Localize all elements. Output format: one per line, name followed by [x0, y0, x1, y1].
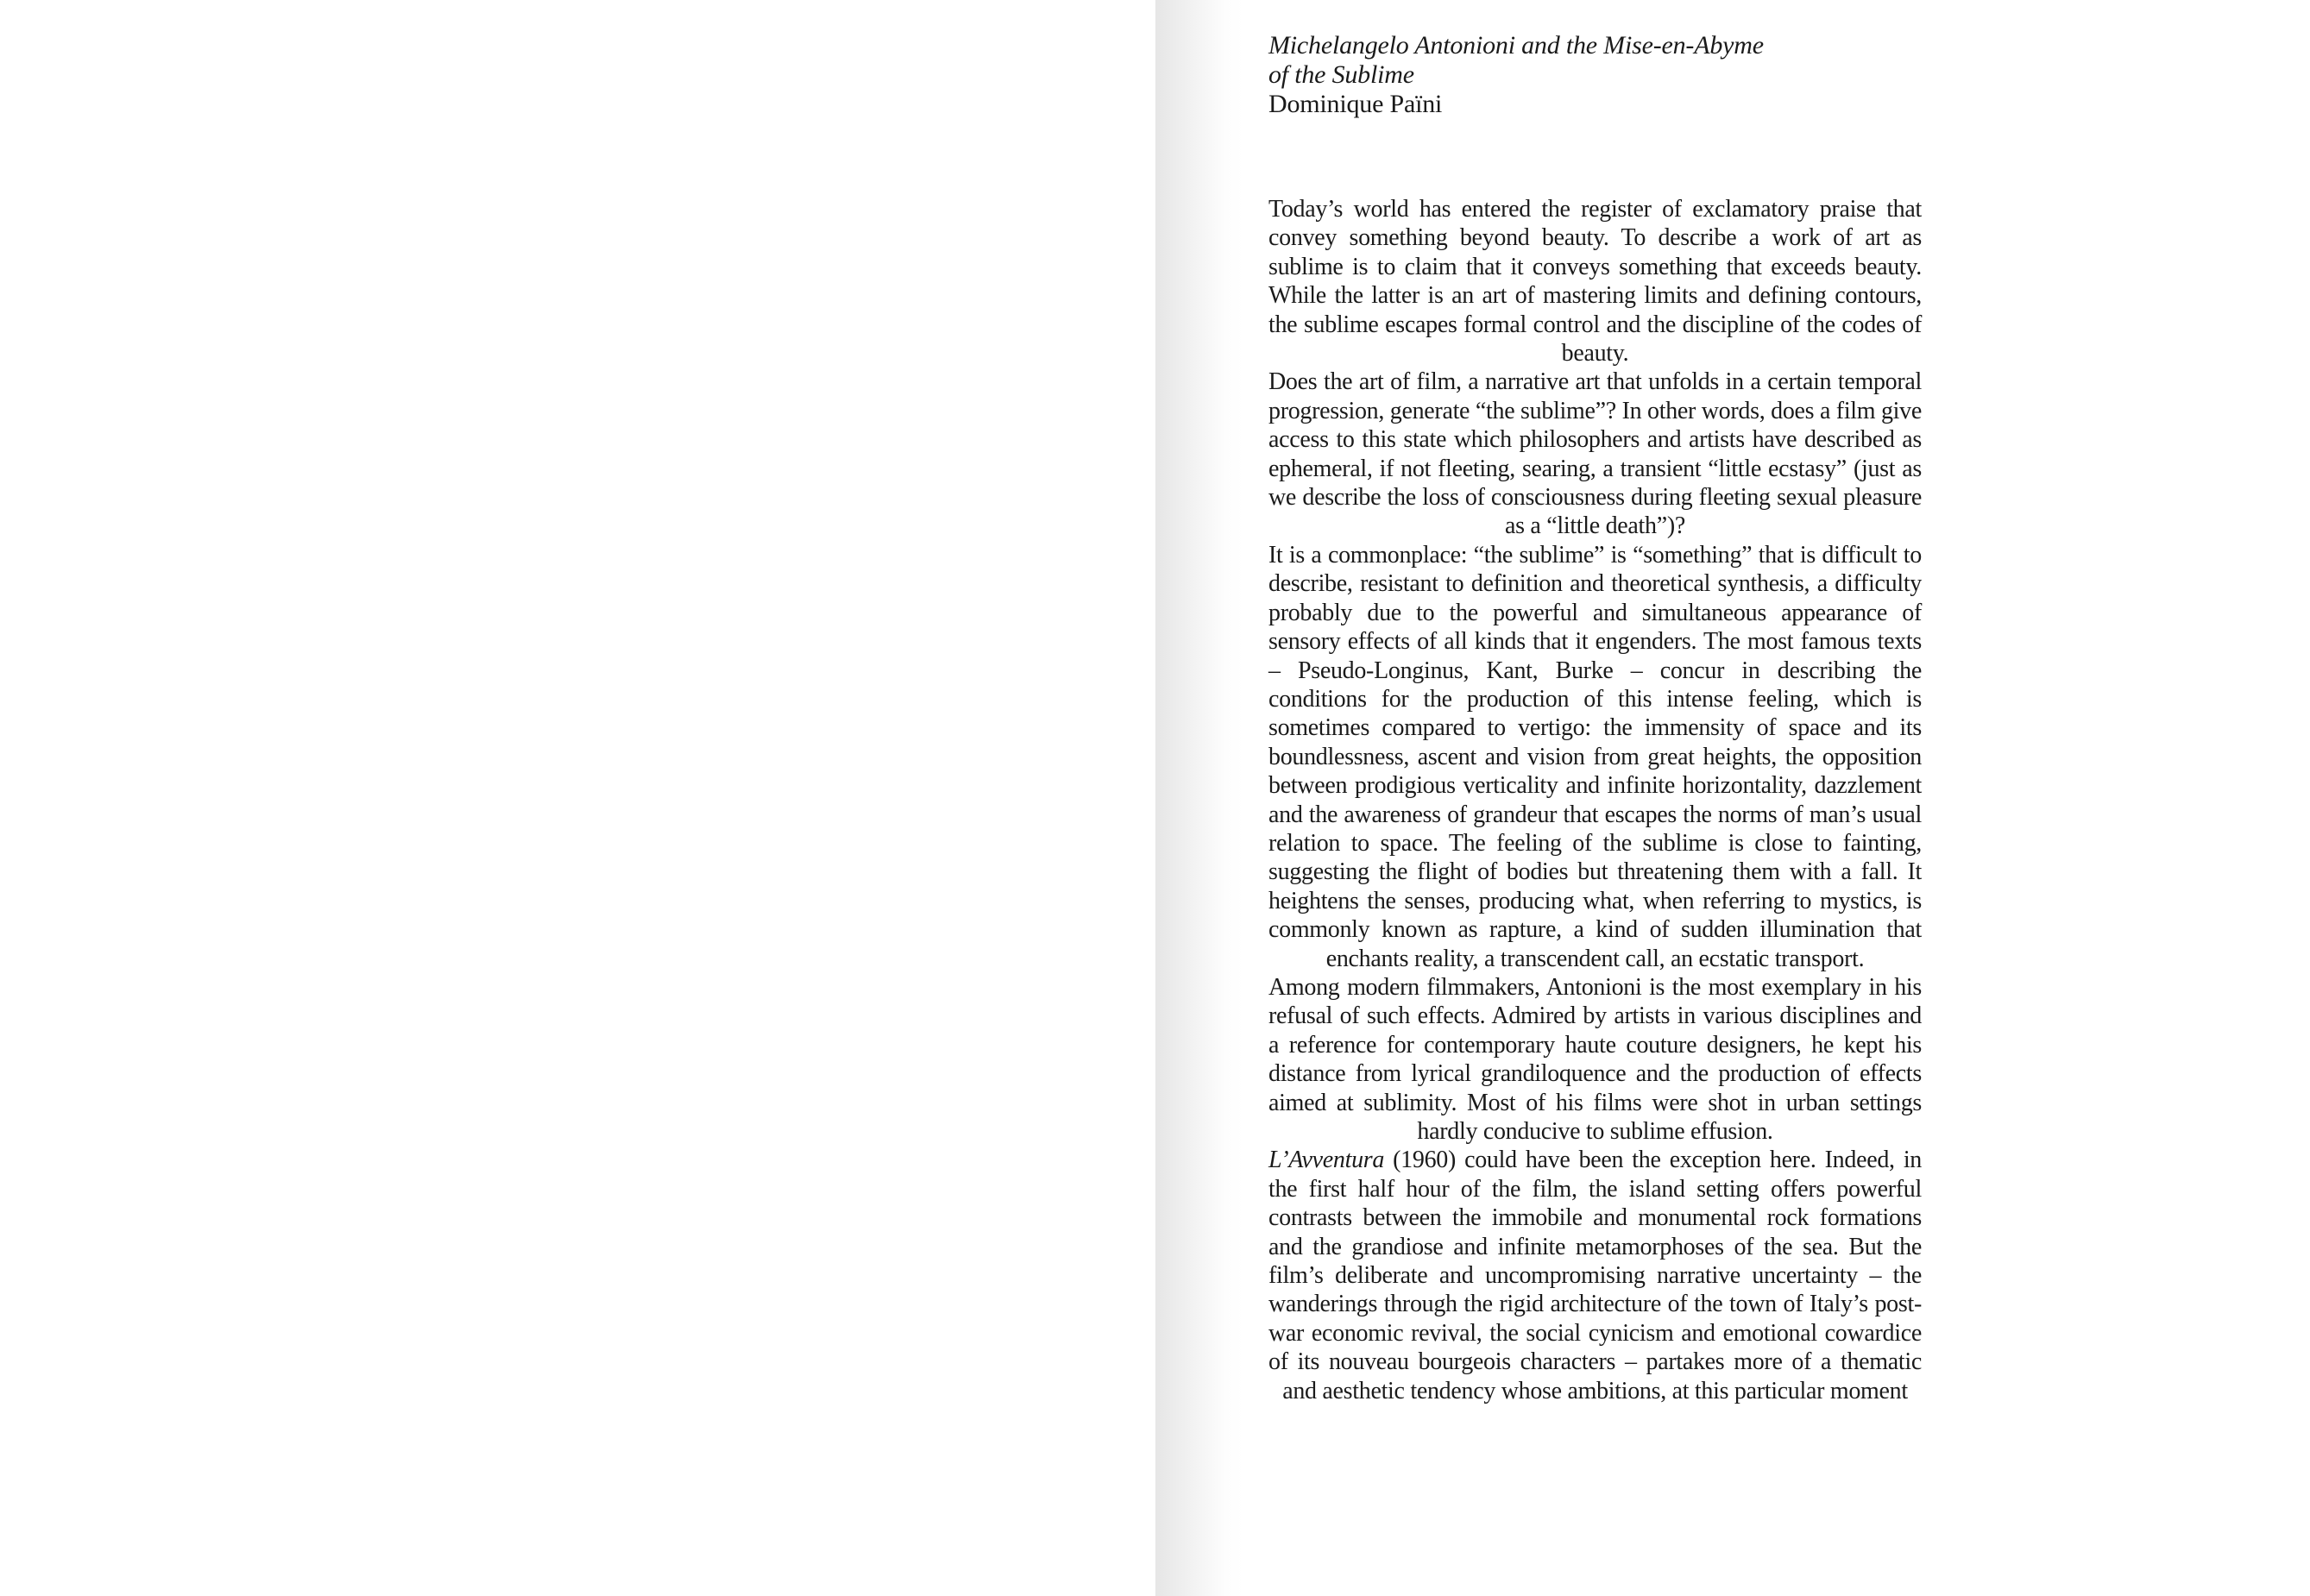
- right-page: [1243, 0, 2310, 1596]
- article-title-line2: of the Sublime: [1268, 60, 1414, 89]
- paragraph-4: Among modern filmmakers, Antonioni is the most exemplary in his refusal of such effects. Admired by artists in various disciplines and a reference for contemporary haute couture designers, he kept his distance from lyrical grandiloquence and the production of effects aimed at sublimity. Most of his films were shot in urban settings hardly conducive to sublime effusion.: [1268, 973, 1922, 1145]
- article-header: [1268, 31, 1922, 119]
- paragraph-1: Today’s world has entered the register of exclamatory praise that convey something beyond beauty. To describe a work of art as sublime is to claim that it conveys something that exceeds beauty. While the latter is an art of mastering limits and defining contours, the sublime escapes formal control and the discipline of the codes of beauty.: [1268, 196, 1922, 368]
- film-title-italic: L’Avventura: [1268, 1147, 1385, 1174]
- article-body: [1268, 195, 1922, 1405]
- article-title: [1268, 31, 1922, 90]
- text-column: [1268, 31, 1922, 1405]
- article-title-line1: Michelangelo Antonioni and the Mise-en-Abyme: [1268, 31, 1764, 60]
- page-gutter-shadow: [1155, 0, 1243, 1596]
- paragraph-2: Does the art of film, a narrative art that unfolds in a certain temporal progression, generate “the sublime”? In other words, does a film give access to this state which philosophers and artists have described as ephemeral, if not fleeting, searing, a transient “little ecstasy” (just as we describe the loss of consciousness during fleeting sexual pleasure as a “little death”)?: [1268, 368, 1922, 540]
- paragraph-3: It is a commonplace: “the sublime” is “something” that is difficult to describe, resistant to definition and theoretical synthesis, a difficulty probably due to the powerful and simultaneous appearance of sensory effects of all kinds that it engenders. The most famous texts – Pseudo-Longinus, Kant, Burke – concur in describing the conditions for the production of this intense feeling, which is sometimes compared to vertigo: the immensity of space and its boundlessness, ascent and vision from great heights, the opposition between prodigious verticality and infinite horizontality, dazzlement and the awareness of grandeur that escapes the norms of man’s usual relation to space. The feeling of the sublime is close to fainting, suggesting the flight of bodies but threatening them with a fall. It heightens the senses, producing what, when referring to mystics, is commonly known as rapture, a kind of sudden illumination that enchants reality, a transcendent call, an ecstatic transport.: [1268, 541, 1922, 972]
- paragraph-5: [1268, 1146, 1922, 1405]
- article-author: Dominique Païni: [1268, 90, 1443, 118]
- paragraph-5-text: (1960) could have been the exception here. Indeed, in the first half hour of the film, the island setting offers powerful contrasts between the immobile and monumental rock formations and the grandiose and infinite metamorphoses of the sea. But the film’s deliberate and uncompromising narrative uncertainty – the wanderings through the rigid architecture of the town of Italy’s post-war economic revival, the social cynicism and emotional cowardice of its nouveau bourgeois characters – partakes more of a thematic and aesthetic tendency whose ambitions, at this particular moment: [1268, 1147, 1922, 1404]
